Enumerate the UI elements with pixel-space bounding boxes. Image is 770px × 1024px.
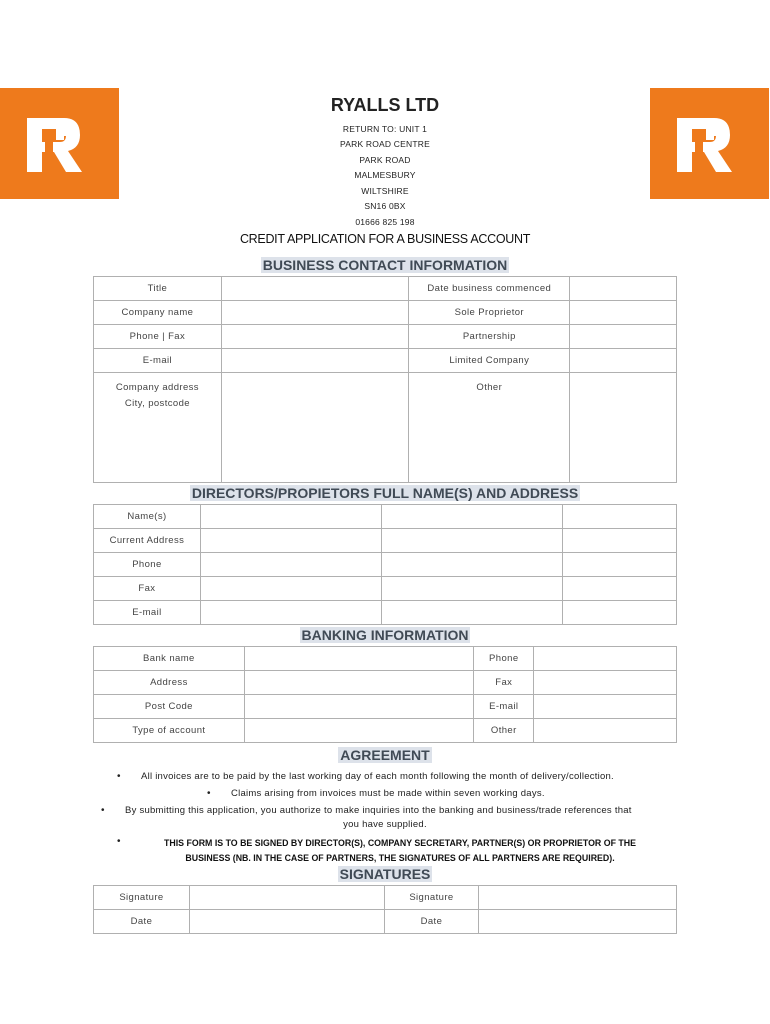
director-name-input[interactable]	[563, 505, 677, 529]
agreement-text: By submitting this application, you authorize to make inquiries into the banking and business/trade references that	[125, 805, 632, 816]
field-label: Fax	[94, 577, 201, 601]
director-fax-input[interactable]	[563, 577, 677, 601]
field-label: Address	[94, 671, 245, 695]
director-address-input[interactable]	[563, 529, 677, 553]
signing-requirement-note	[140, 836, 660, 866]
field-label: Post Code	[94, 695, 245, 719]
field-label: E-mail	[94, 601, 201, 625]
agreement-text: Claims arising from invoices must be made within seven working days.	[231, 788, 545, 799]
title-input[interactable]	[221, 277, 409, 301]
phone-number: 01666 825 198	[355, 217, 415, 227]
bullet-icon: •	[117, 771, 121, 782]
section-heading-directors: DIRECTORS/PROPIETORS FULL NAME(S) AND ADDRESS	[191, 485, 579, 501]
note-line: BUSINESS (NB. IN THE CASE OF PARTNERS, THE SIGNATURES OF ALL PARTNERS ARE REQUIRED).	[185, 853, 615, 863]
field-label: Date	[384, 910, 479, 934]
director-phone-input[interactable]	[381, 553, 563, 577]
section-heading-banking: BANKING INFORMATION	[301, 627, 469, 643]
sole-proprietor-input[interactable]	[570, 301, 677, 325]
bank-postcode-input[interactable]	[244, 695, 474, 719]
business-contact-table	[93, 276, 677, 483]
director-address-input[interactable]	[381, 529, 563, 553]
bank-email-input[interactable]	[534, 695, 677, 719]
field-label: Other	[409, 373, 570, 483]
field-label: Type of account	[94, 719, 245, 743]
field-label: Phone	[474, 647, 534, 671]
bank-phone-input[interactable]	[534, 647, 677, 671]
section-heading-agreement: AGREEMENT	[340, 747, 430, 763]
director-name-input[interactable]	[381, 505, 563, 529]
field-label-company-address	[94, 373, 222, 483]
phone-fax-input[interactable]	[221, 325, 409, 349]
director-fax-input[interactable]	[200, 577, 381, 601]
address-line: PARK ROAD	[359, 155, 411, 165]
account-type-input[interactable]	[244, 719, 474, 743]
field-label: Phone | Fax	[94, 325, 222, 349]
address-line: MALMESBURY	[354, 170, 416, 180]
field-label: E-mail	[474, 695, 534, 719]
director-phone-input[interactable]	[563, 553, 677, 577]
bank-address-input[interactable]	[244, 671, 474, 695]
bullet-icon: •	[101, 805, 105, 816]
field-label: Fax	[474, 671, 534, 695]
field-label: Sole Proprietor	[409, 301, 570, 325]
signature-input[interactable]	[189, 886, 384, 910]
address-line: WILTSHIRE	[361, 186, 409, 196]
director-email-input[interactable]	[200, 601, 381, 625]
address-line: RETURN TO: UNIT 1	[342, 124, 428, 134]
director-name-input[interactable]	[200, 505, 381, 529]
director-phone-input[interactable]	[200, 553, 381, 577]
director-address-input[interactable]	[200, 529, 381, 553]
field-label: Company name	[94, 301, 222, 325]
field-label: Date business commenced	[409, 277, 570, 301]
field-label: E-mail	[94, 349, 222, 373]
section-heading-signatures: SIGNATURES	[339, 866, 431, 882]
signature-input[interactable]	[479, 886, 677, 910]
section-heading-business-contact: BUSINESS CONTACT INFORMATION	[262, 257, 508, 273]
company-address-input[interactable]	[221, 373, 409, 483]
director-email-input[interactable]	[381, 601, 563, 625]
agreement-text: you have supplied.	[343, 819, 427, 830]
bullet-icon: •	[207, 788, 211, 799]
company-name: RYALLS LTD	[330, 95, 440, 115]
bank-other-input[interactable]	[534, 719, 677, 743]
field-label: Title	[94, 277, 222, 301]
directors-table	[93, 504, 677, 625]
date-input[interactable]	[189, 910, 384, 934]
field-label: Name(s)	[94, 505, 201, 529]
field-label: Company address	[115, 382, 199, 393]
note-line: THIS FORM IS TO BE SIGNED BY DIRECTOR(S), COMPANY SECRETARY, PARTNER(S) OR PROPRIETOR OF THE	[164, 838, 636, 848]
form-title: CREDIT APPLICATION FOR A BUSINESS ACCOUNT	[239, 232, 531, 246]
email-input[interactable]	[221, 349, 409, 373]
director-fax-input[interactable]	[381, 577, 563, 601]
director-email-input[interactable]	[563, 601, 677, 625]
banking-table	[93, 646, 677, 743]
date-input[interactable]	[479, 910, 677, 934]
partnership-input[interactable]	[570, 325, 677, 349]
field-label: Current Address	[94, 529, 201, 553]
field-label: Other	[474, 719, 534, 743]
bank-name-input[interactable]	[244, 647, 474, 671]
other-input[interactable]	[570, 373, 677, 483]
field-label: Phone	[94, 553, 201, 577]
field-label: Bank name	[94, 647, 245, 671]
bullet-icon: •	[117, 836, 121, 847]
address-line: PARK ROAD CENTRE	[340, 139, 430, 149]
agreement-text: All invoices are to be paid by the last working day of each month following the month of delivery/collection.	[141, 771, 614, 782]
limited-company-input[interactable]	[570, 349, 677, 373]
field-label: Partnership	[409, 325, 570, 349]
field-label: City, postcode	[124, 398, 190, 409]
date-commenced-input[interactable]	[570, 277, 677, 301]
company-name-input[interactable]	[221, 301, 409, 325]
field-label: Limited Company	[409, 349, 570, 373]
bank-fax-input[interactable]	[534, 671, 677, 695]
field-label: Signature	[94, 886, 190, 910]
field-label: Date	[94, 910, 190, 934]
signatures-table	[93, 885, 677, 934]
address-line: SN16 0BX	[364, 201, 406, 211]
field-label: Signature	[384, 886, 479, 910]
